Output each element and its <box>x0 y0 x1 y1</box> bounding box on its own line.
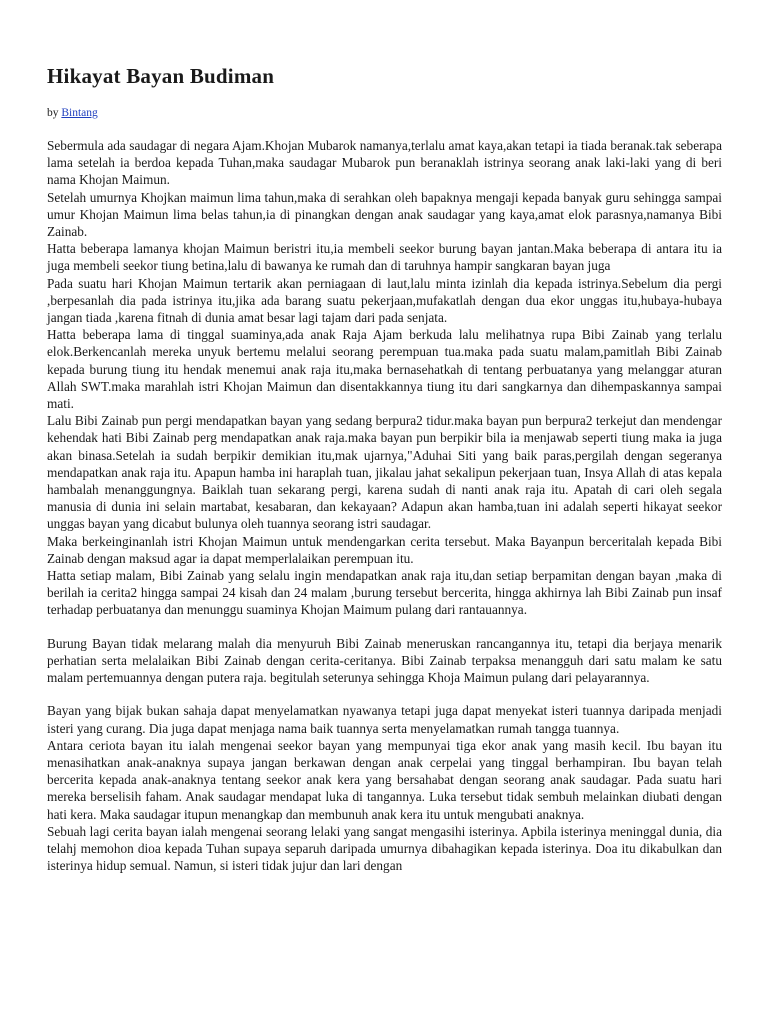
paragraph-line: Sebermula ada saudagar di negara Ajam.Khojan Mubarok namanya,terlalu amat kaya,akan tetapi ia tiada beranak.tak seberapa lama setelah ia berdoa kepada Tuhan,maka saudagar Mubarok pun beranaklah istrinya seorang anak laki-laki yang di beri nama Khojan Maimun. <box>47 138 722 188</box>
paragraph-line: Hatta beberapa lamanya khojan Maimun beristri itu,ia membeli seekor burung bayan jantan.Maka beberapa di antara itu ia juga membeli seekor tiung betina,lalu di bawanya ke rumah dan di taruhnya hampir sangkaran bayan juga <box>47 241 722 274</box>
paragraph-line: Lalu Bibi Zainab pun pergi mendapatkan bayan yang sedang berpura2 tidur.maka bayan pun berpura2 terkejut dan mendengar kehendak hati Bibi Zainab perg mendapatkan anak raja.maka bayan pun berpikir bila ia menjawab seperti tiung maka ia juga akan binasa.Setelah ia sudah berpikir demikian itu,mak ujarnya,"Aduhai Siti yang baik paras,pergilah dengan segeranya mendapatkan anak raja itu. Apapun hamba ini haraplah tuan, jikalau jahat sekalipun pekerjaan tuan, Insya Allah di atas kepala hambalah menanggungnya. Baiklah tuan sekarang pergi, karena sudah di nanti anak raja itu. Apatah di cari oleh segala manusia di dunia ini selain martabat, kesabaran, dan kekayaan? Adapun akan hamba,tuan ini adalah seperti hikayat seekor unggas bayan yang dicabut bulunya oleh tuannya seorang istri saudagar. <box>47 413 722 532</box>
paragraph-line: Bayan yang bijak bukan sahaja dapat menyelamatkan nyawanya tetapi juga dapat menyekat isteri tuannya daripada menjadi isteri yang curang. Dia juga dapat menjaga nama baik tuannya serta menyelamatkan rumah tangga tuannya. <box>47 703 722 736</box>
paragraph-line: Maka berkeinginanlah istri Khojan Maimun untuk mendengarkan cerita tersebut. Maka Bayanpun berceritalah kepada Bibi Zainab dengan maksud agar ia dapat memperlalaikan perempuan itu. <box>47 533 722 566</box>
article-paragraph <box>47 635 722 687</box>
byline <box>47 107 722 119</box>
paragraph-line: Burung Bayan tidak melarang malah dia menyuruh Bibi Zainab meneruskan rancangannya itu, tetapi dia berjaya menarik perhatian serta melalaikan Bibi Zainab dengan cerita-ceritanya. Bibi Zainab terpaksa menangguh dari satu malam ke satu malam pertemuannya dengan putera raja. begitulah seterunya sehingga Khoja Maimun pulang dari pelayarannya. <box>47 635 722 686</box>
paragraph-line: Pada suatu hari Khojan Maimun tertarik akan perniagaan di laut,lalu minta izinlah dia kepada istrinya.Sebelum dia pergi ,berpesanlah dia pada istrinya itu,jika ada barang suatu pekerjaan,mufakatlah dengan dua ekor unggas itu,hubaya-hubaya jangan tiada ,karena fitnah di dunia amat besar lagi tajam dari pada senjata. <box>47 275 722 326</box>
paragraph-line: Hatta setiap malam, Bibi Zainab yang selalu ingin mendapatkan anak raja itu,dan setiap berpamitan dengan bayan ,maka di berilah ia cerita2 hingga sampai 24 kisah dan 24 malam ,burung tersebut bercerita, hingga akhirnya lah Bibi Zainab pun insaf terhadap perbuatanya dan menunggu suaminya Khojan Maimum pulang dari rantauannya. <box>47 568 722 618</box>
article-title: Hikayat Bayan Budiman <box>47 64 275 88</box>
article-paragraph <box>47 702 722 874</box>
paragraph-line: Setelah umurnya Khojkan maimun lima tahun,maka di serahkan oleh bapaknya mengaji kepada banyak guru sehingga sampai umur Khojan Maimun lima belas tahun,ia di pinangkan dengan anak saudagar yang kaya,amat elok parasnya,namanya Bibi Zainab. <box>47 189 722 240</box>
author-link[interactable]: Bintang <box>61 107 98 119</box>
article-paragraph <box>47 137 722 619</box>
byline-prefix: by <box>47 107 59 119</box>
paragraph-line: Hatta beberapa lama di tinggal suaminya,ada anak Raja Ajam berkuda lalu melihatnya rupa Bibi Zainab yang terlalu elok.Berkencanlah mereka unyuk bertemu melalui seorang perempuan tua.maka pada suatu malam,pamitlah Bibi Zainab kepada burung tiung itu hendak menemui anak raja itu,maka bernasehatkah di tentang perbuatanya yang melanggar aturan Allah SWT.maka marahlah istri Khojan Maimun dan disentakkannya tiung itu dari sangkarnya dan dihempaskannya sampai mati. <box>47 327 722 412</box>
article-body <box>47 137 722 874</box>
paragraph-line: Antara ceriota bayan itu ialah mengenai seekor bayan yang mempunyai tiga ekor anak yang masih kecil. Ibu bayan itu menasihatkan anak-anaknya supaya jangan berkawan dengan anak cerpelai yang tinggal berhampiran. Ibu bayan telah bercerita kepada anak-anaknya tentang seekor anak kera yang bersahabat dengan seorang anak saudagar. Pada suatu hari mereka berselisih faham. Anak saudagar mendapat luka di tangannya. Luka tersebut tidak sembuh melainkan diubati dengan hati kera. Maka saudagar itupun menangkap dan membunuh anak kera itu untuk mengubati anaknya. <box>47 737 722 822</box>
paragraph-line: Sebuah lagi cerita bayan ialah mengenai seorang lelaki yang sangat mengasihi isterinya. Apbila isterinya meninggal dunia, dia telahj memohon dioa kepada Tuhan supaya separuh daripada umurnya dibahagikan kepada isterinya. Doa itu dikabulkan dan isterinya hidup semual. Namun, si isteri tidak jujur dan lari dengan <box>47 823 722 874</box>
